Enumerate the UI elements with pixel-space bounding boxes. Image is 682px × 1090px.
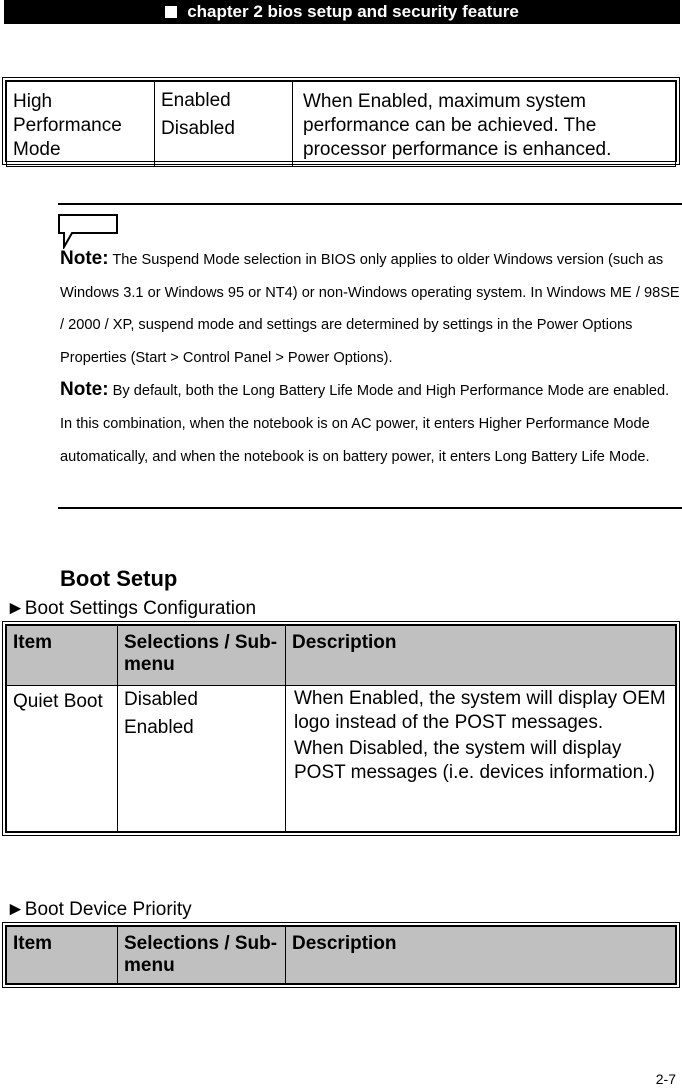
header-selections: Selections / Sub-menu — [118, 626, 286, 686]
boot-priority-table — [2, 922, 680, 988]
description-cell: When Enabled, maximum system performance can be achieved. The processor performance is enhanced. — [293, 82, 676, 167]
chapter-header — [4, 0, 680, 24]
description-text: When Disabled, the system will display POST messages (i.e. devices information.) — [294, 738, 655, 783]
header-selections: Selections / Sub-menu — [118, 927, 286, 984]
table-row — [7, 82, 676, 167]
section-title: Boot Setup — [60, 566, 178, 591]
chapter-title: chapter 2 bios setup and security feature — [187, 2, 519, 21]
note-block — [60, 243, 682, 473]
note-paragraph — [60, 374, 682, 473]
note-label: Note: — [60, 379, 109, 401]
page-number: 2-7 — [655, 1071, 676, 1087]
header-item: Item — [7, 626, 118, 686]
table-header-row — [7, 927, 676, 984]
note-text: By default, both the Long Battery Life Mode and High Performance Mode are enabled. In this combination, when the notebook is on AC power, it enters Higher Performance Mode automatically, and when the notebook is on battery power, it enters Long Battery Life Mode. — [60, 383, 670, 465]
note-text: The Suspend Mode selection in BIOS only applies to older Windows version (such as Windows 3.1 or Windows 95 or NT4) or non-Windows operating system. In Windows ME / 98SE / 2000 / XP, suspend mode and settings are determined by settings in the Power Options Properties (Start > Control Panel > Power Options). — [60, 252, 680, 366]
item-cell: Quiet Boot — [7, 686, 118, 832]
note-top-rule — [58, 203, 682, 205]
table-header-row — [7, 626, 676, 686]
selection-option: Enabled — [124, 717, 194, 738]
note-bottom-rule — [58, 507, 682, 509]
header-description: Description — [286, 927, 676, 984]
selection-option: Disabled — [124, 689, 198, 710]
description-cell — [286, 686, 676, 832]
description-text: When Enabled, the system will display OEM logo instead of the POST messages. — [294, 688, 666, 733]
boot-settings-table — [2, 621, 680, 836]
selection-option: Disabled — [161, 118, 235, 139]
square-bullet-icon — [165, 6, 177, 18]
selections-cell — [155, 82, 293, 167]
subsection-boot-settings: ►Boot Settings Configuration — [6, 598, 257, 619]
selections-cell — [118, 686, 286, 832]
header-item: Item — [7, 927, 118, 984]
item-cell: High Performance Mode — [7, 82, 155, 167]
note-paragraph — [60, 243, 682, 374]
subsection-boot-priority: ►Boot Device Priority — [6, 899, 192, 920]
note-label: Note: — [60, 248, 109, 269]
header-description: Description — [286, 626, 676, 686]
settings-table-top — [2, 77, 680, 165]
selection-option: Enabled — [161, 90, 231, 111]
table-row — [7, 686, 676, 832]
